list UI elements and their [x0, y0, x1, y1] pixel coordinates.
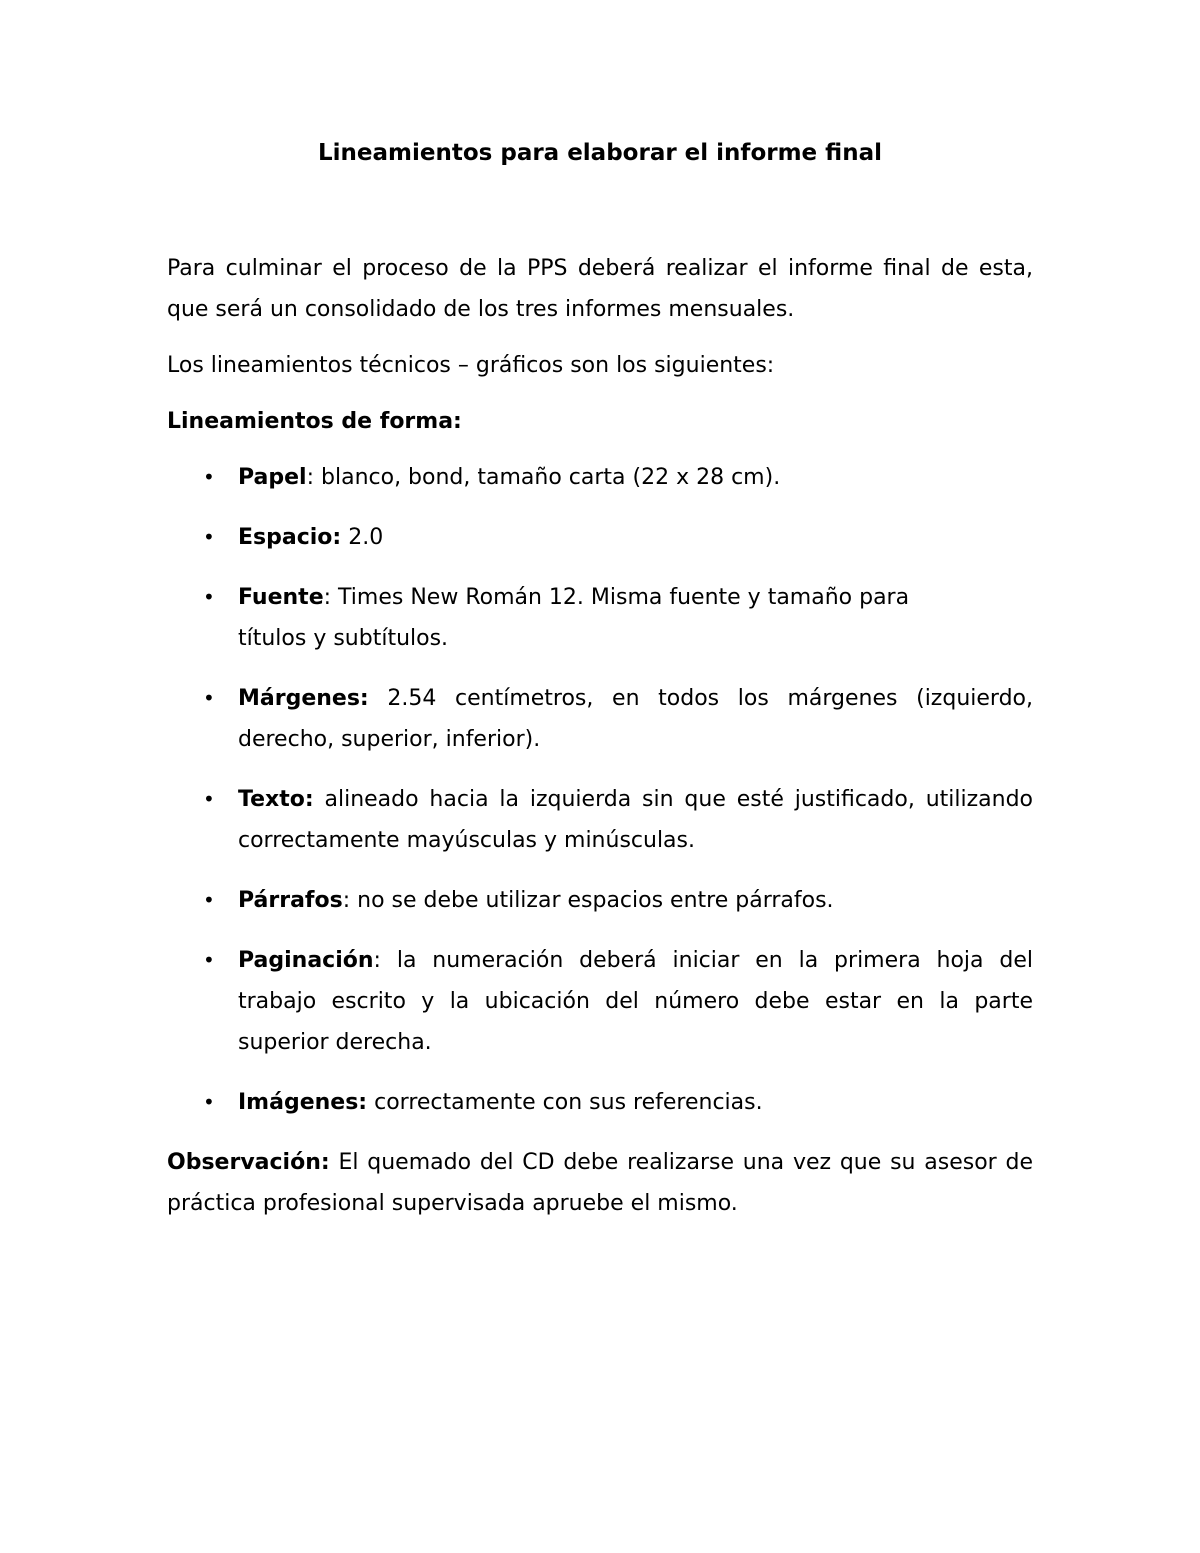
observation-term: Observación:: [167, 1150, 330, 1175]
item-text: correctamente con sus referencias.: [367, 1090, 763, 1115]
bullet-icon: •: [203, 787, 215, 811]
intro-paragraph: Para culminar el proceso de la PPS deberá realizar el informe final de esta, que será un consolidado de los tres informes mensuales.: [167, 256, 1033, 322]
list-item-paragraphs: [167, 880, 1033, 921]
item-text: alineado hacia la izquierda sin que esté justificado, utilizando correctamente mayúsculas y minúsculas.: [238, 787, 1033, 853]
item-separator: :: [323, 585, 332, 610]
item-term: Párrafos: [238, 888, 343, 913]
item-term: Márgenes:: [238, 686, 369, 711]
item-term: Texto:: [238, 787, 314, 812]
observation-paragraph: [167, 1142, 1033, 1224]
list-item-font: [167, 577, 1033, 659]
bullet-icon: •: [203, 686, 215, 710]
item-term: Fuente: [238, 585, 324, 610]
item-separator: :: [373, 948, 381, 973]
item-text: blanco, bond, tamaño carta (22 x 28 cm).: [314, 465, 781, 490]
document-title: Lineamientos para elaborar el informe final: [318, 140, 882, 166]
bullet-icon: •: [203, 1090, 215, 1114]
bullet-icon: •: [203, 585, 215, 609]
item-text: no se debe utilizar espacios entre párrafos.: [350, 888, 834, 913]
item-text: Times New Román 12. Misma fuente y tamaño para títulos y subtítulos.: [238, 585, 910, 651]
item-text: 2.0: [341, 525, 384, 550]
item-term: Imágenes:: [238, 1090, 368, 1115]
item-text: 2.54 centímetros, en todos los márgenes (izquierdo, derecho, superior, inferior).: [238, 686, 1033, 752]
bullet-icon: •: [203, 525, 215, 549]
bullet-icon: •: [203, 465, 215, 489]
list-item-pagination: [167, 940, 1033, 1063]
observation-text: El quemado del CD debe realizarse una vez que su asesor de práctica profesional supervisada apruebe el mismo.: [167, 1150, 1033, 1216]
form-guidelines-heading: Lineamientos de forma:: [167, 409, 462, 434]
list-item-images: [167, 1082, 1033, 1123]
item-term: Papel: [238, 465, 307, 490]
item-text: la numeración deberá iniciar en la primera hoja del trabajo escrito y la ubicación del número debe estar en la parte superior derecha.: [238, 948, 1033, 1055]
item-term: Paginación: [238, 948, 374, 973]
guidelines-list: [167, 457, 1033, 1123]
item-term: Espacio:: [238, 525, 342, 550]
bullet-icon: •: [203, 888, 215, 912]
document-body: [167, 248, 1033, 1224]
bullet-icon: •: [203, 948, 215, 972]
list-item-text: [167, 779, 1033, 861]
item-separator: :: [342, 888, 351, 913]
list-item-paper: [167, 457, 1033, 498]
technical-intro-paragraph: Los lineamientos técnicos – gráficos son los siguientes:: [167, 353, 775, 378]
item-separator: :: [306, 465, 315, 490]
list-item-margins: [167, 678, 1033, 760]
list-item-spacing: [167, 517, 1033, 558]
